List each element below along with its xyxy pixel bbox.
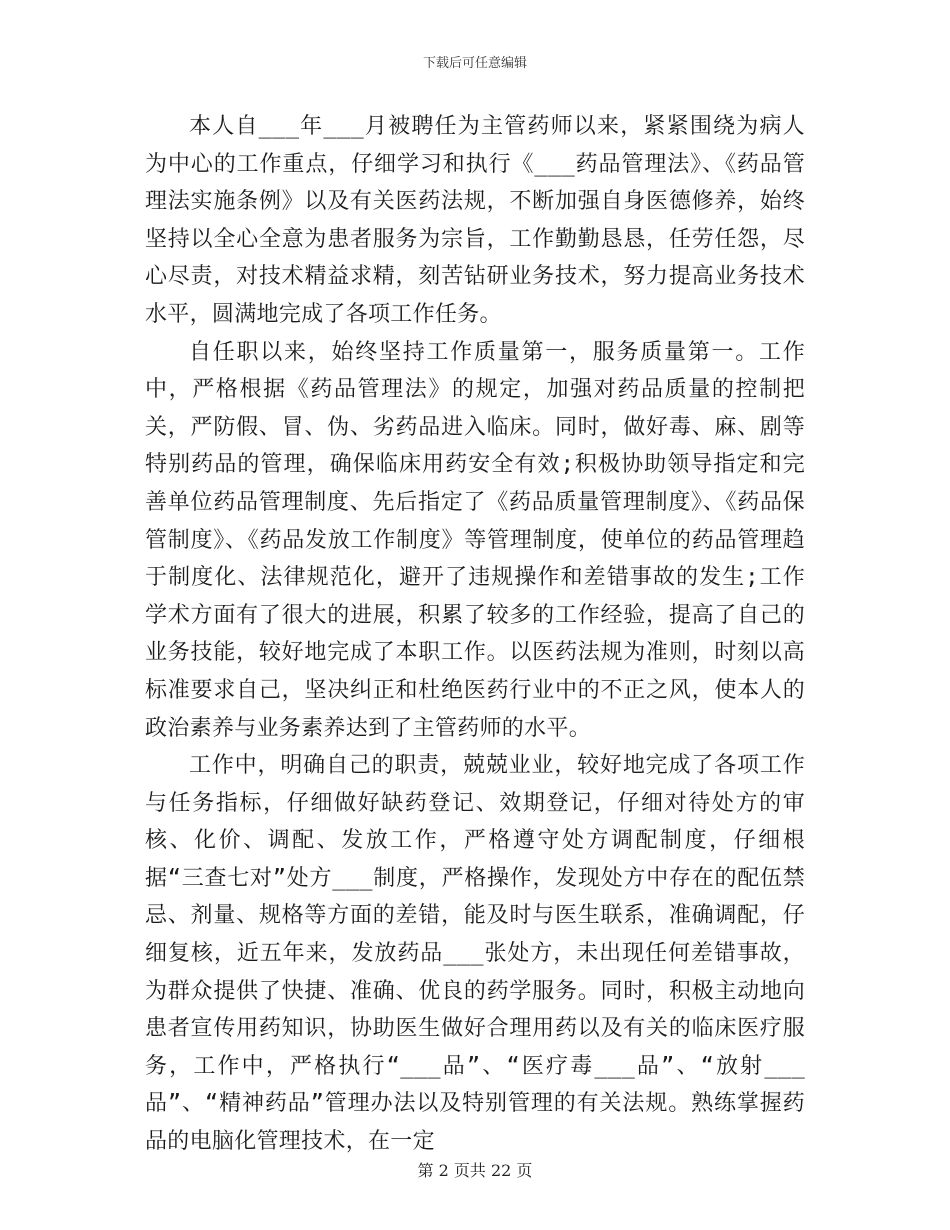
paragraph: 自任职以来，始终坚持工作质量第一，服务质量第一。工作中，严格根据《药品管理法》的规定，加强对药品质量的控制把关，严防假、冒、伪、劣药品进入临床。同时，做好毒、麻、剧等特别药品的管理，确保临床用药安全有效;积极协助领导指定和完善单位药品管理制度、先后指定了《药品质量管理制度》、《药品保管制度》、《药品发放工作制度》等管理制度，使单位的药品管理趋于制度化、法律规范化，避开了违规操作和差错事故的发生;工作学术方面有了很大的进展，积累了较多的工作经验，提高了自己的业务技能，较好地完成了本职工作。以医药法规为准则，时刻以高标准要求自己，坚决纠正和杜绝医药行业中的不正之风，使本人的政治素养与业务素养达到了主管药师的水平。	[145, 339, 805, 741]
page-number-footer: 第 2 页共 22 页	[417, 1161, 533, 1180]
header-note: 下载后可任意编辑	[422, 56, 527, 71]
document-body	[145, 108, 805, 1161]
paragraph: 工作中，明确自己的职责，兢兢业业，较好地完成了各项工作与任务指标，仔细做好缺药登记、效期登记，仔细对待处方的审核、化价、调配、发放工作，严格遵守处方调配制度，仔细根据“三查七对”处方___制度，严格操作，发现处方中存在的配伍禁忌、剂量、规格等方面的差错，能及时与医生联系，准确调配，仔细复核，近五年来，发放药品___张处方，未出现任何差错事故，为群众提供了快捷、准确、优良的药学服务。同时，积极主动地向患者宣传用药知识，协助医生做好合理用药以及有关的临床医疗服务，工作中，严格执行“___品”、“医疗毒___品”、“放射___品”、“精神药品”管理办法以及特别管理的有关法规。熟练掌握药品的电脑化管理技术，在一定	[145, 753, 805, 1155]
paragraph: 本人自___年___月被聘任为主管药师以来，紧紧围绕为病人为中心的工作重点，仔细学习和执行《___药品管理法》、《药品管理法实施条例》以及有关医药法规，不断加强自身医德修养，始终坚持以全心全意为患者服务为宗旨，工作勤勤恳恳，任劳任怨，尽心尽责，对技术精益求精，刻苦钻研业务技术，努力提高业务技术水平，圆满地完成了各项工作任务。	[145, 114, 805, 327]
